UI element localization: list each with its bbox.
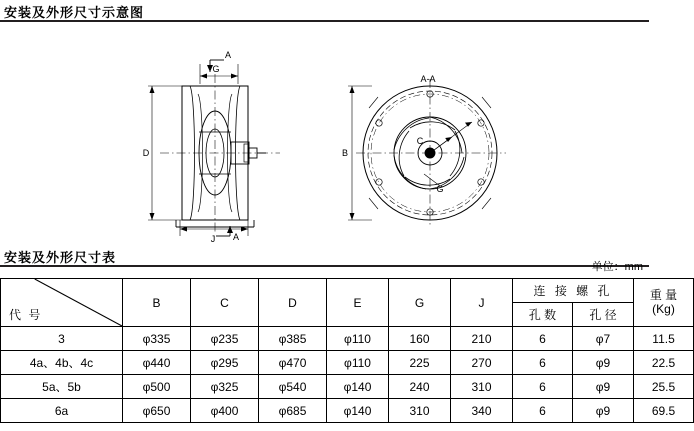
drawing-label-E: G [436, 184, 444, 194]
cell-C: φ295 [191, 351, 259, 375]
cell-hole-dia: φ9 [573, 399, 634, 423]
cell-C: φ325 [191, 375, 259, 399]
cell-E: φ140 [327, 399, 389, 423]
cell-G: 310 [389, 399, 451, 423]
cell-hole-dia: φ7 [573, 327, 634, 351]
cell-D: φ385 [259, 327, 327, 351]
cell-weight: 11.5 [634, 327, 694, 351]
table-corner-cell [1, 279, 123, 327]
weight-header-line2: (Kg) [652, 301, 675, 316]
table-header-E: E [327, 279, 389, 327]
cell-hole-count: 6 [513, 327, 573, 351]
cell-D: φ685 [259, 399, 327, 423]
drawing-label-J: J [210, 234, 216, 244]
cell-J: 340 [451, 399, 513, 423]
table-row [1, 399, 694, 423]
drawing-label-G: G [212, 64, 220, 74]
cell-D: φ470 [259, 351, 327, 375]
cell-E: φ110 [327, 327, 389, 351]
table-header-J: J [451, 279, 513, 327]
dimensions-table-wrap [0, 278, 678, 423]
cell-G: 240 [389, 375, 451, 399]
table-header-weight [634, 279, 694, 327]
heading-divider-top [0, 20, 649, 22]
cell-code: 5a、5b [1, 375, 123, 399]
section-title-table: 安装及外形尺寸表 [4, 250, 117, 265]
drawing-label-C: C [416, 136, 424, 146]
cell-hole-count: 6 [513, 399, 573, 423]
cell-weight: 22.5 [634, 351, 694, 375]
cell-C: φ235 [191, 327, 259, 351]
drawing-label-A-top: A [224, 50, 232, 60]
unit-note: 单位：mm [591, 261, 643, 273]
cell-G: 225 [389, 351, 451, 375]
cell-weight: 25.5 [634, 375, 694, 399]
cell-B: φ650 [123, 399, 191, 423]
dimension-drawing [0, 24, 649, 242]
drawing-label-D: D [142, 148, 150, 158]
table-header-bolt-group: 连 接 螺 孔 [513, 279, 634, 303]
cell-B: φ335 [123, 327, 191, 351]
table-header-C: C [191, 279, 259, 327]
section-title-drawing: 安装及外形尺寸示意图 [4, 5, 145, 20]
cell-J: 270 [451, 351, 513, 375]
cell-hole-dia: φ9 [573, 351, 634, 375]
cell-hole-count: 6 [513, 375, 573, 399]
table-row [1, 375, 694, 399]
cell-G: 160 [389, 327, 451, 351]
cell-B: φ440 [123, 351, 191, 375]
table-header-code: 代 号 [9, 308, 43, 322]
drawing-label-B: B [341, 148, 349, 158]
cell-D: φ540 [259, 375, 327, 399]
cell-J: 210 [451, 327, 513, 351]
cell-hole-count: 6 [513, 351, 573, 375]
table-body [1, 327, 694, 423]
table-header-B: B [123, 279, 191, 327]
table-header-D: D [259, 279, 327, 327]
heading-divider-bottom [0, 265, 649, 267]
cell-E: φ110 [327, 351, 389, 375]
dimensions-table [0, 278, 694, 423]
table-header-hole-count: 孔 数 [513, 303, 573, 327]
cell-E: φ140 [327, 375, 389, 399]
table-row [1, 351, 694, 375]
table-row [1, 327, 694, 351]
weight-header-line1: 重 量 [649, 287, 678, 302]
cell-B: φ500 [123, 375, 191, 399]
cell-C: φ400 [191, 399, 259, 423]
cell-J: 310 [451, 375, 513, 399]
drawing-label-AA-title: A-A [420, 74, 436, 84]
table-header-hole-dia: 孔 径 [573, 303, 634, 327]
cell-code: 6a [1, 399, 123, 423]
cell-weight: 69.5 [634, 399, 694, 423]
drawing-label-A-bottom: A [232, 232, 240, 242]
cell-hole-dia: φ9 [573, 375, 634, 399]
table-header-G: G [389, 279, 451, 327]
cell-code: 3 [1, 327, 123, 351]
cell-code: 4a、4b、4c [1, 351, 123, 375]
